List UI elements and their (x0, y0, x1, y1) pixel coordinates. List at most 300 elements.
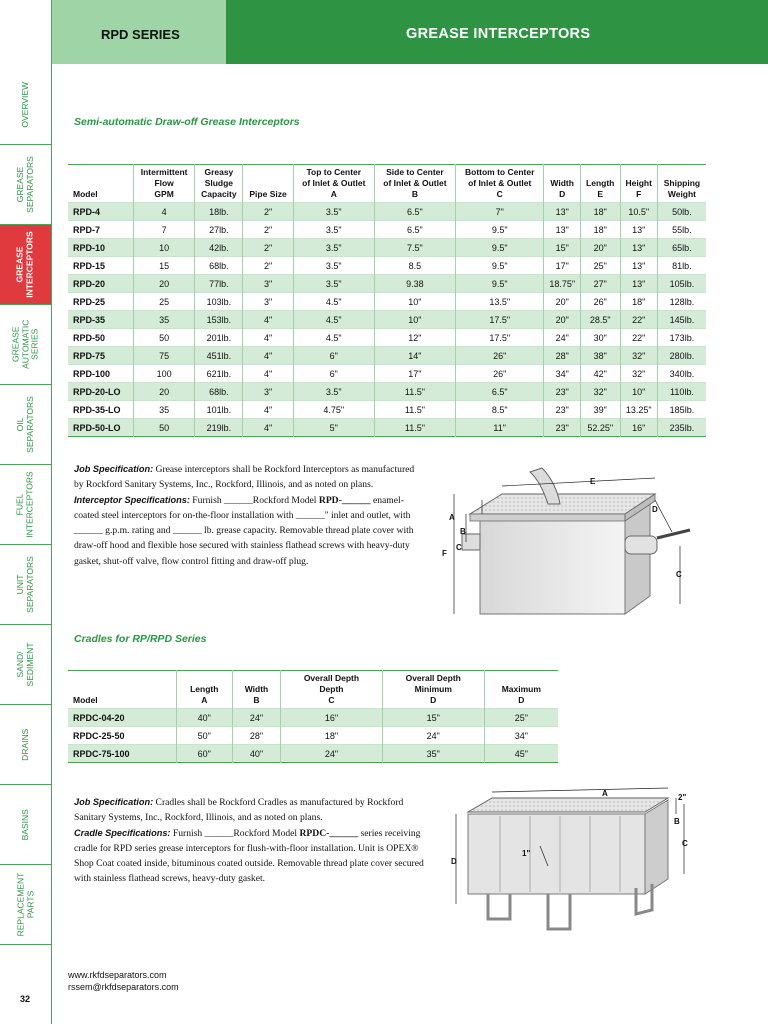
table-cell: 13" (544, 203, 581, 221)
footer-email[interactable]: rssem@rkfdseparators.com (68, 982, 179, 992)
sidebar-tab-9[interactable] (0, 785, 51, 865)
interceptor-spec-label: Interceptor Specifications: (74, 494, 190, 505)
table-cell: 40" (176, 709, 232, 727)
column-header-line: C (496, 189, 503, 199)
table-cell: 14" (374, 347, 455, 365)
table-cell: 6" (293, 347, 374, 365)
model-cell: RPD-10 (73, 242, 106, 253)
table-cell: 34" (544, 365, 581, 383)
table-cell: 26" (580, 293, 620, 311)
table-cell: 103lb. (195, 293, 243, 311)
column-header-line: of Inlet & Outlet (383, 178, 447, 188)
table-cell: 17.5" (455, 329, 543, 347)
table-cell: 17" (374, 365, 455, 383)
dim-label-b: B (460, 527, 466, 536)
page-number-box (0, 959, 52, 1024)
column-header-line: Shipping (663, 178, 701, 188)
table-cell: 18" (580, 221, 620, 239)
table-cell: 18" (580, 203, 620, 221)
table-cell: 9.38 (374, 275, 455, 293)
table-cell: 15" (382, 709, 484, 727)
sidebar-tab-label: OIL SEPARATORS (15, 396, 35, 453)
table-cell: 128lb. (657, 293, 706, 311)
series-label: RPD SERIES (101, 27, 180, 42)
table-cell: 18lb. (195, 203, 243, 221)
column-header (68, 165, 133, 203)
cradle-cover (468, 798, 668, 812)
column-header-line: Intermittent (140, 167, 188, 177)
column-header-line: D (559, 189, 566, 199)
model-cell: RPD-7 (73, 224, 101, 235)
table-cell: 4 (133, 203, 194, 221)
table-cell: 10" (374, 293, 455, 311)
sidebar-tab-0[interactable] (0, 65, 51, 145)
column-header-line: of Inlet & Outlet (302, 178, 366, 188)
table-cell: 30" (580, 329, 620, 347)
table-row (68, 347, 706, 365)
cradle-spec-text-1: Furnish ______Rockford Model (172, 827, 300, 839)
table-cell: 26" (455, 347, 543, 365)
series-banner (52, 0, 226, 64)
sidebar-tab-4[interactable] (0, 385, 51, 465)
cradle-spec-label: Cradle Specifications: (74, 827, 171, 838)
table-cell: 32" (580, 383, 620, 401)
cradle-job-spec-label: Job Specification: (74, 797, 154, 807)
table-cell: 18.75" (544, 275, 581, 293)
table-cell: 13.5" (455, 293, 543, 311)
model-cell: RPD-25 (73, 296, 106, 307)
column-header (544, 165, 581, 203)
column-header-line: D (518, 695, 525, 705)
cradle-model-field: RPDC-______ (299, 827, 359, 839)
column-header (232, 671, 280, 709)
table-cell: 50" (176, 727, 232, 745)
table-cell: 2" (243, 221, 293, 239)
column-header-line: C (328, 695, 335, 705)
valve-handle (657, 530, 690, 538)
table-row (68, 745, 558, 763)
table-cell: 101lb. (195, 401, 243, 419)
table-cell: 24" (382, 727, 484, 745)
table-cell: 2" (243, 239, 293, 257)
column-header-line: B (411, 189, 418, 199)
table-cell: 235lb. (657, 419, 706, 437)
column-header (195, 165, 243, 203)
column-header (455, 165, 543, 203)
column-header-line: Depth (319, 684, 344, 694)
table-cell: 13" (620, 239, 657, 257)
cradle-spec-text-2: series receiving cradle for RPD series grease interceptors for flush-with-floor installation. Unit is OPEX® Shop Coat coated inside, bituminous coated outside. Removable thread plate cover secured with stainless flathead screws, heavy-duty gasket. (74, 827, 424, 885)
table-cell: 621lb. (195, 365, 243, 383)
column-header-line: Capacity (201, 189, 237, 199)
table-cell: 10.5" (620, 203, 657, 221)
table-cell: 10 (133, 239, 194, 257)
model-cell: RPDC-04-20 (73, 712, 125, 723)
table-cell: 8.5" (455, 401, 543, 419)
table-cell: 13.25" (620, 401, 657, 419)
table-cell: 35 (133, 401, 194, 419)
table-row (68, 365, 706, 383)
column-header (382, 671, 484, 709)
column-header-line: Sludge (204, 178, 234, 188)
table-cell: 68lb. (195, 257, 243, 275)
table-cell: 4" (243, 329, 293, 347)
model-cell: RPD-20 (73, 278, 106, 289)
cradle-spec-table (68, 670, 558, 763)
page-title: GREASE INTERCEPTORS (406, 26, 591, 42)
model-cell: RPD-20-LO (73, 386, 121, 397)
sidebar-tab-1[interactable] (0, 145, 51, 225)
column-header-line: Model (73, 189, 98, 199)
sidebar-tab-label: OVERVIEW (19, 81, 30, 128)
table-cell: 20 (133, 275, 194, 293)
cradle-illustration (440, 784, 700, 934)
column-header-line: Maximum (501, 684, 541, 694)
sidebar-tab-5[interactable] (0, 465, 51, 545)
column-header-line: of Inlet & Outlet (468, 178, 532, 188)
table-cell: 6.5" (374, 203, 455, 221)
table-cell: 6.5" (455, 383, 543, 401)
table-cell: 3.5" (293, 221, 374, 239)
table-row (68, 311, 706, 329)
interceptor-spec-text (74, 462, 424, 569)
table-cell: 3.5" (293, 239, 374, 257)
table-cell: 3" (243, 275, 293, 293)
column-header (293, 165, 374, 203)
table-cell: 3.5" (293, 275, 374, 293)
thread-plate-cover (470, 494, 655, 514)
cradle-job-spec-text: Cradles shall be Rockford Cradles as manufactured by Rockford Sanitary Systems, Inc., Rockford, Illinois, and as noted on plans. (74, 797, 404, 824)
table-cell: 50 (133, 419, 194, 437)
table-cell: 60" (176, 745, 232, 763)
sidebar-tab-label: BASINS (19, 808, 30, 841)
table-cell: 50lb. (657, 203, 706, 221)
table-cell: 10" (620, 383, 657, 401)
column-header-line: Length (190, 684, 219, 694)
section-title-cradles: Cradles for RP/RPD Series (74, 633, 207, 645)
table-cell: 7 (133, 221, 194, 239)
table-row (68, 257, 706, 275)
model-cell: RPD-50-LO (73, 422, 121, 433)
dim-label-c-right: C (676, 570, 682, 579)
page-number: 32 (20, 994, 31, 1004)
column-header-line: F (636, 189, 642, 199)
column-header-line: Top to Center (306, 167, 362, 177)
cradle-dim-c: C (682, 839, 688, 848)
table-cell: 16" (620, 419, 657, 437)
table-cell: 27" (580, 275, 620, 293)
column-header-line: Side to Center (386, 167, 444, 177)
table-cell: 15" (544, 239, 581, 257)
table-cell: 4.75" (293, 401, 374, 419)
column-header (657, 165, 706, 203)
table-cell: 23" (544, 419, 581, 437)
sidebar-tab-2[interactable] (0, 225, 51, 305)
table-cell: 8.5 (374, 257, 455, 275)
section-title-interceptors: Semi-automatic Draw-off Grease Interceptors (74, 116, 300, 128)
cradle-dim-2in: 2" (678, 793, 687, 802)
table-cell: 201lb. (195, 329, 243, 347)
interceptor-spec-text-2: enamel- coated steel interceptors for on-the-floor installation with ______" inlet and outlet, with ______ g.p.m. rating and ______ lb. grease capacity. Removable thread plate cover with draw-off hood and flexible hose secured with stainless flathead screws with heavy-duty gasket, shut-off valve, flow control fitting and draw-off plug. (74, 494, 414, 567)
sidebar-tab-7[interactable] (0, 625, 51, 705)
column-header-line: Overall Depth (405, 673, 461, 683)
table-row (68, 239, 706, 257)
table-row (68, 293, 706, 311)
column-header-line: Length (586, 178, 615, 188)
table-cell: 50 (133, 329, 194, 347)
column-header-line: E (597, 189, 604, 199)
column-header-line: Width (244, 684, 269, 694)
table-cell: 34" (484, 727, 558, 745)
table-cell: 55lb. (657, 221, 706, 239)
column-header (620, 165, 657, 203)
interceptor-model-field: RPD-______ (318, 494, 371, 506)
table-cell: 100 (133, 365, 194, 383)
column-header (484, 671, 558, 709)
column-header-line: Width (550, 178, 574, 188)
dim-label-c-left: C (456, 543, 462, 552)
cradle-dim-d: D (451, 857, 457, 866)
table-cell: 25" (580, 257, 620, 275)
job-spec-text: Grease interceptors shall be Rockford Interceptors as manufactured by Rockford Sanitary Systems, Inc., Rockford, Illinois, and as noted on plans. (74, 464, 415, 491)
table-row (68, 383, 706, 401)
table-cell: 2" (243, 203, 293, 221)
sidebar-tab-label: GREASE AUTOMATIC SERIES (10, 319, 40, 370)
table-cell: 23" (544, 383, 581, 401)
column-header (243, 165, 293, 203)
table-cell: 25" (484, 709, 558, 727)
table-cell: 13" (620, 257, 657, 275)
model-cell: RPD-35 (73, 314, 106, 325)
header-corner (0, 0, 52, 64)
column-header (133, 165, 194, 203)
sidebar-tab-6[interactable] (0, 545, 51, 625)
table-cell: 110lb. (657, 383, 706, 401)
table-row (68, 401, 706, 419)
table-cell: 52.25" (580, 419, 620, 437)
table-cell: 10" (374, 311, 455, 329)
table-row (68, 419, 706, 437)
table-cell: 105lb. (657, 275, 706, 293)
column-header-line: Greasy (204, 167, 234, 177)
table-cell: 32" (620, 347, 657, 365)
table-cell: 35" (382, 745, 484, 763)
column-header-line: B (253, 695, 260, 705)
model-cell: RPDC-25-50 (73, 730, 125, 741)
sidebar-nav (0, 64, 52, 959)
table-row (68, 275, 706, 293)
table-cell: 6" (293, 365, 374, 383)
column-header-line: Overall Depth (303, 673, 360, 683)
column-header-line: A (201, 695, 208, 705)
interceptor-spec-table (68, 164, 706, 437)
model-cell: RPD-15 (73, 260, 106, 271)
table-cell: 13" (620, 275, 657, 293)
sidebar-tab-label: REPLACEMENT PARTS (15, 872, 35, 937)
column-header-line: Pipe Size (249, 189, 287, 199)
column-header-line: Bottom to Center (464, 167, 535, 177)
table-cell: 39" (580, 401, 620, 419)
model-cell: RPD-35-LO (73, 404, 121, 415)
table-row (68, 709, 558, 727)
column-header-line: GPM (154, 189, 174, 199)
table-cell: 7.5" (374, 239, 455, 257)
footer-contact (68, 969, 179, 993)
table-cell: 13" (620, 221, 657, 239)
table-cell: 22" (620, 311, 657, 329)
cradle-dim-a: A (602, 789, 608, 798)
table-cell: 27lb. (195, 221, 243, 239)
sidebar-tab-3[interactable] (0, 305, 51, 385)
sidebar-tab-label: UNIT SEPARATORS (15, 556, 35, 613)
cradle-spec-text (74, 795, 426, 887)
table-cell: 280lb. (657, 347, 706, 365)
table-cell: 23" (544, 401, 581, 419)
table-cell: 65lb. (657, 239, 706, 257)
table-cell: 6.5" (374, 221, 455, 239)
model-cell: RPD-50 (73, 332, 106, 343)
sidebar-tab-label: GREASE SEPARATORS (15, 156, 35, 213)
table-cell: 9.5" (455, 239, 543, 257)
column-header (374, 165, 455, 203)
table-cell: 185lb. (657, 401, 706, 419)
column-header (281, 671, 383, 709)
table-cell: 75 (133, 347, 194, 365)
sidebar-tab-label: GREASE INTERCEPTORS (15, 231, 35, 298)
sidebar-tab-label: DRAINS (19, 728, 30, 761)
column-header (68, 671, 176, 709)
table-cell: 20" (544, 311, 581, 329)
model-cell: RPD-100 (73, 368, 111, 379)
column-header (580, 165, 620, 203)
table-cell: 18" (281, 727, 383, 745)
table-cell: 4.5" (293, 311, 374, 329)
cradle-dim-b: B (674, 817, 680, 826)
column-header-line: A (330, 189, 337, 199)
table-cell: 11.5" (374, 383, 455, 401)
table-cell: 3" (243, 383, 293, 401)
table-cell: 24" (281, 745, 383, 763)
table-cell: 26" (455, 365, 543, 383)
column-header-line: Flow (154, 178, 174, 188)
table-cell: 3.5" (293, 257, 374, 275)
table-cell: 28" (544, 347, 581, 365)
table-cell: 17" (544, 257, 581, 275)
table-cell: 18" (620, 293, 657, 311)
table-cell: 173lb. (657, 329, 706, 347)
model-cell: RPDC-75-100 (73, 748, 130, 759)
footer-url[interactable]: www.rkfdseparators.com (68, 970, 167, 980)
table-row (68, 221, 706, 239)
table-cell: 24" (544, 329, 581, 347)
table-row (68, 203, 706, 221)
table-cell: 16" (281, 709, 383, 727)
cradle-dim-1in: 1" (522, 849, 531, 858)
column-header-line: Weight (667, 189, 697, 199)
table-row (68, 329, 706, 347)
table-cell: 4" (243, 347, 293, 365)
table-cell: 32" (620, 365, 657, 383)
table-cell: 4" (243, 401, 293, 419)
table-cell: 4" (243, 365, 293, 383)
column-header-line: Height (625, 178, 652, 188)
table-cell: 42" (580, 365, 620, 383)
table-row (68, 727, 558, 745)
table-cell: 9.5" (455, 221, 543, 239)
table-cell: 153lb. (195, 311, 243, 329)
table-cell: 3.5" (293, 383, 374, 401)
table-cell: 28.5" (580, 311, 620, 329)
table-cell: 4" (243, 311, 293, 329)
outlet-valve (625, 536, 657, 554)
table-cell: 9.5" (455, 275, 543, 293)
table-cell: 5" (293, 419, 374, 437)
model-cell: RPD-75 (73, 350, 106, 361)
column-header-line: D (430, 695, 437, 705)
table-cell: 20 (133, 383, 194, 401)
table-cell: 20" (580, 239, 620, 257)
table-cell: 3" (243, 293, 293, 311)
table-cell: 42lb. (195, 239, 243, 257)
table-cell: 28" (232, 727, 280, 745)
table-cell: 13" (544, 221, 581, 239)
table-cell: 219lb. (195, 419, 243, 437)
table-cell: 68lb. (195, 383, 243, 401)
table-cell: 12" (374, 329, 455, 347)
table-cell: 11" (455, 419, 543, 437)
column-header-line: Minimum (414, 684, 452, 694)
job-spec-label: Job Specification: (74, 464, 154, 474)
table-cell: 11.5" (374, 401, 455, 419)
table-cell: 3.5" (293, 203, 374, 221)
table-cell: 340lb. (657, 365, 706, 383)
table-cell: 17.5" (455, 311, 543, 329)
table-cell: 38" (580, 347, 620, 365)
sidebar-tab-8[interactable] (0, 705, 51, 785)
table-cell: 45" (484, 745, 558, 763)
table-cell: 40" (232, 745, 280, 763)
column-header-line: Model (73, 695, 98, 705)
table-cell: 15 (133, 257, 194, 275)
dim-label-e: E (590, 477, 596, 486)
table-cell: 35 (133, 311, 194, 329)
table-cell: 11.5" (374, 419, 455, 437)
table-cell: 145lb. (657, 311, 706, 329)
table-cell: 22" (620, 329, 657, 347)
table-cell: 20" (544, 293, 581, 311)
table-cell: 2" (243, 257, 293, 275)
table-cell: 9.5" (455, 257, 543, 275)
dim-label-f: F (442, 549, 447, 558)
table-cell: 25 (133, 293, 194, 311)
interceptor-body (480, 519, 625, 614)
dim-label-a: A (449, 513, 455, 522)
sidebar-tab-label: SAND/ SEDIMENT (15, 642, 35, 687)
inlet-pipe (462, 534, 480, 550)
table-cell: 4" (243, 419, 293, 437)
cradle-body (468, 814, 645, 894)
table-cell: 451lb. (195, 347, 243, 365)
title-banner (226, 0, 768, 64)
table-cell: 81lb. (657, 257, 706, 275)
table-cell: 77lb. (195, 275, 243, 293)
sidebar-tab-10[interactable] (0, 865, 51, 945)
table-cell: 4.5" (293, 293, 374, 311)
table-cell: 24" (232, 709, 280, 727)
column-header (176, 671, 232, 709)
dim-label-d: D (652, 505, 658, 514)
interceptor-illustration (440, 464, 700, 634)
